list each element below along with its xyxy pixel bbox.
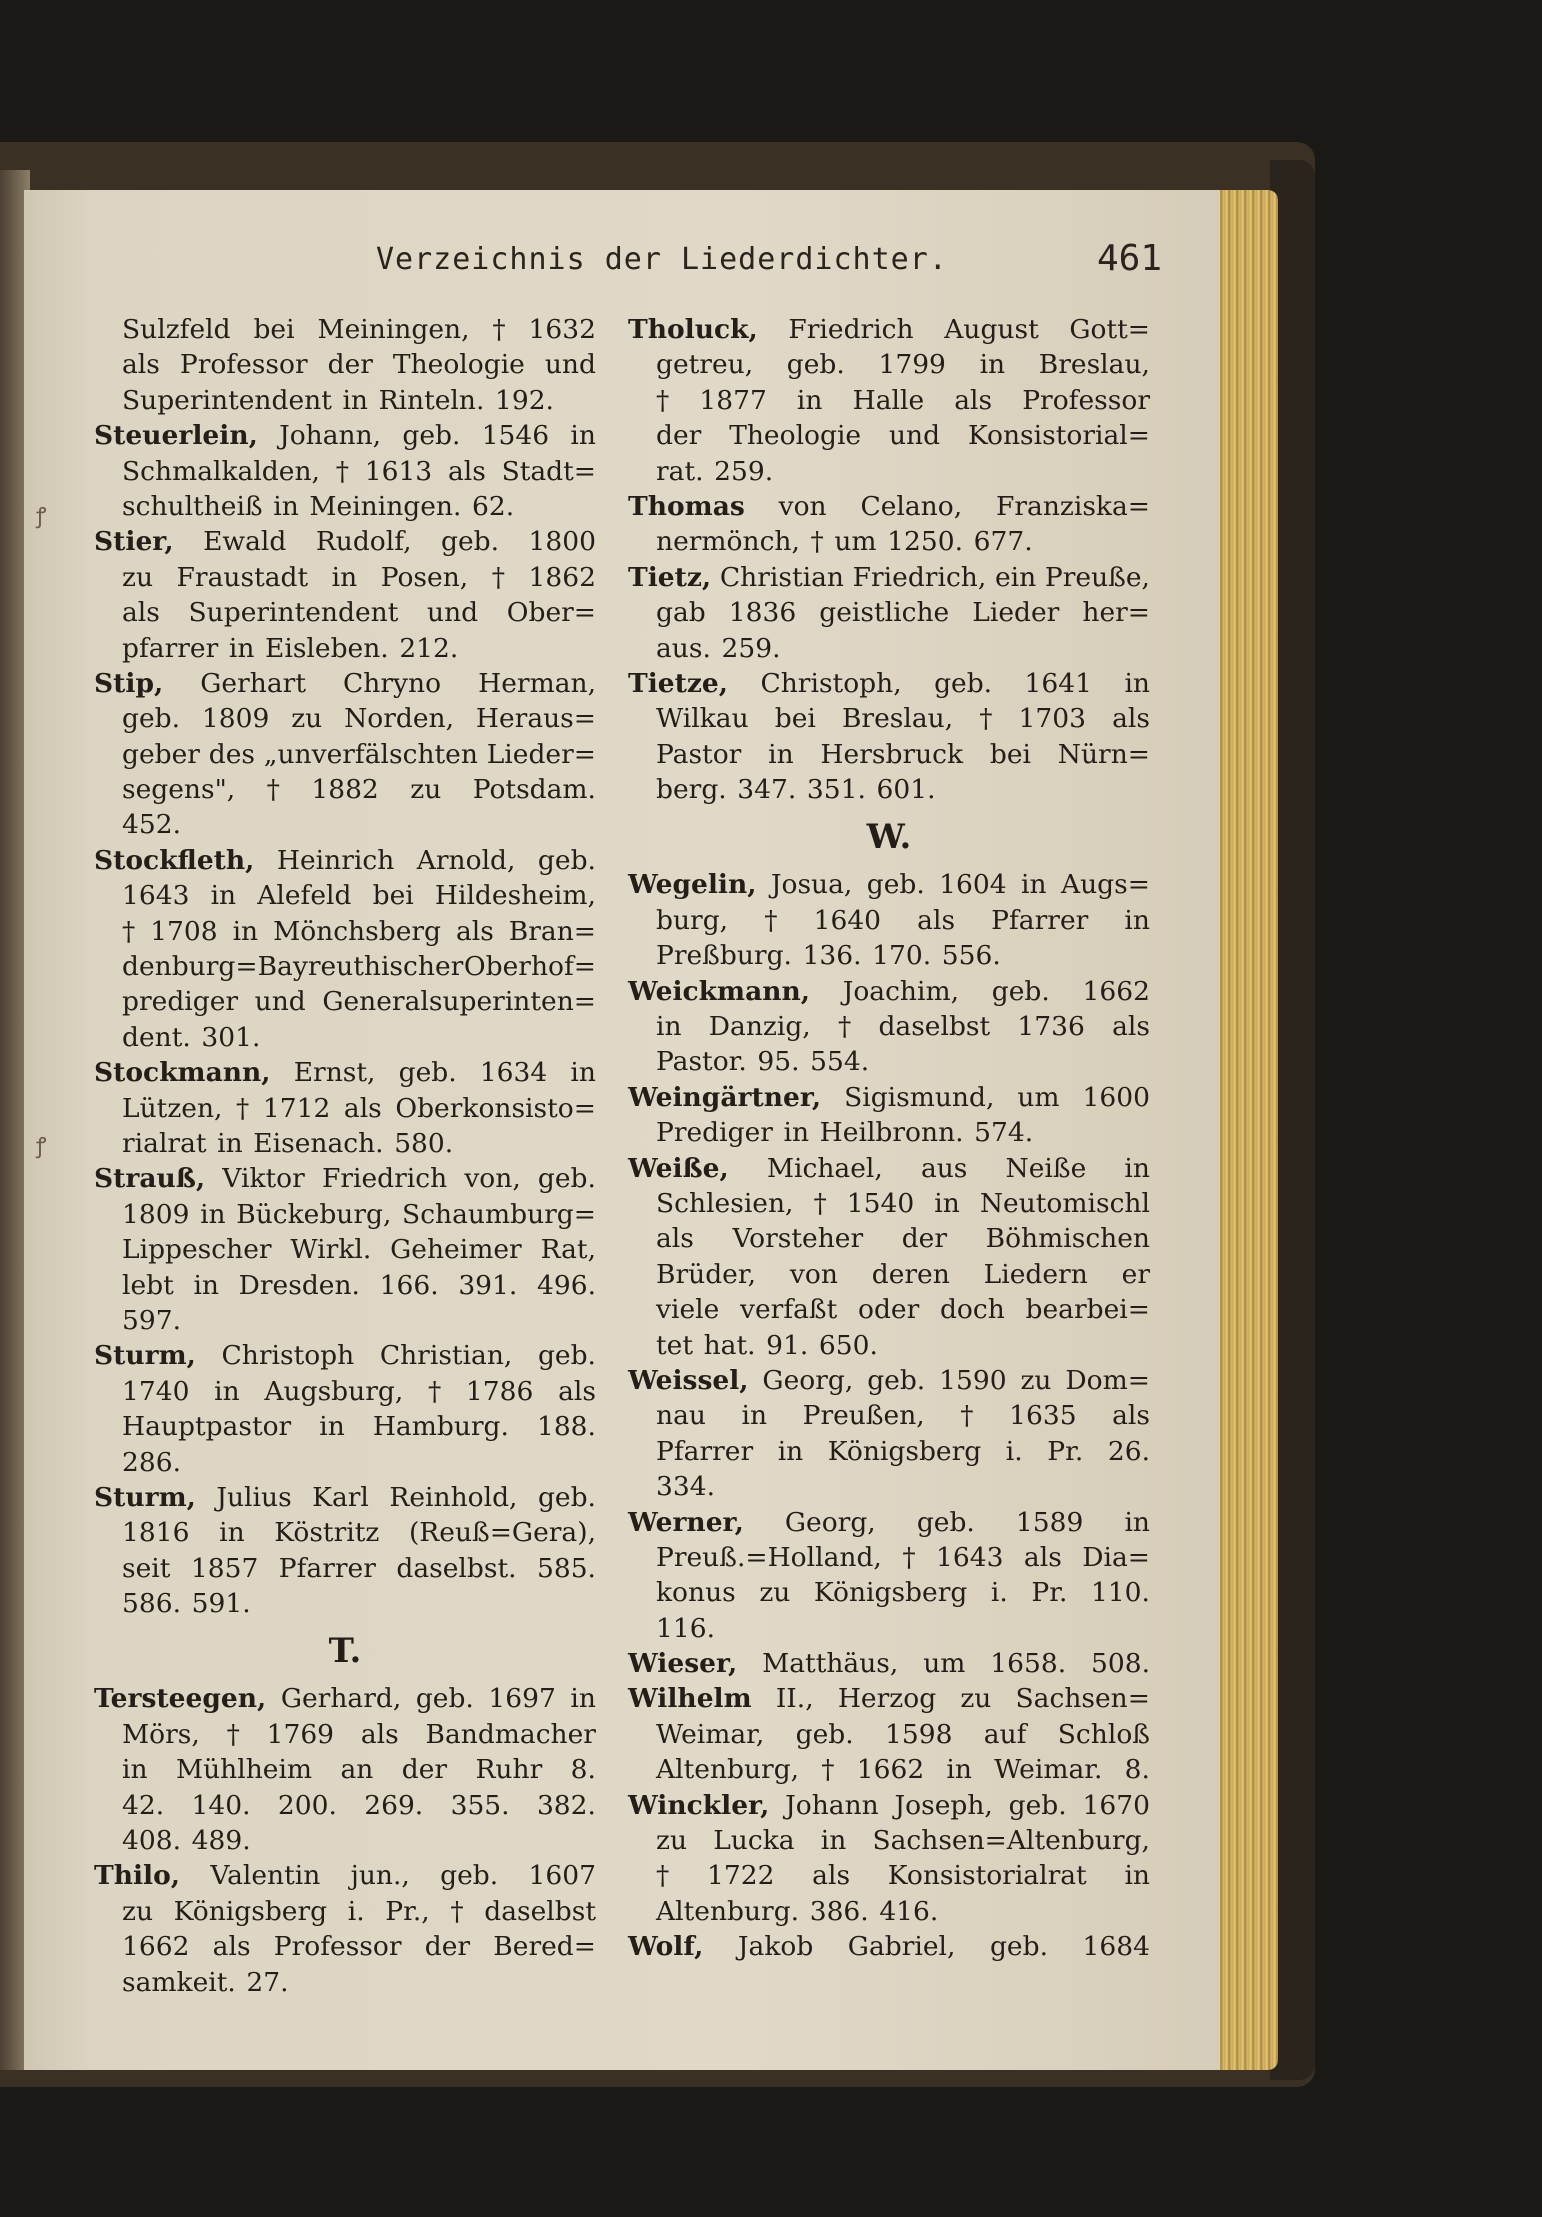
entry-headword-line: Sturm, Julius Karl Reinhold, geb. bbox=[94, 1481, 596, 1513]
entry-headword-line: Weickmann, Joachim, geb. 1662 bbox=[628, 975, 1150, 1007]
entry-line: † 1722 als Konsistorialrat in bbox=[656, 1860, 1150, 1892]
section-letter: T. bbox=[328, 1631, 362, 1672]
entry-line: 42. 140. 200. 269. 355. 382. bbox=[122, 1789, 596, 1821]
entry-headword-line: Tietz, Christian Friedrich, ein Preuße, bbox=[628, 561, 1150, 593]
entry-line: 586. 591. bbox=[122, 1588, 251, 1620]
entry-line: tet hat. 91. 650. bbox=[656, 1329, 878, 1361]
entry-line: Prediger in Heilbronn. 574. bbox=[656, 1117, 1034, 1149]
entry-headword-line: Wegelin, Josua, geb. 1604 in Augs= bbox=[628, 869, 1150, 901]
entry-line: dent. 301. bbox=[122, 1021, 261, 1053]
entry-headword-line: Wolf, Jakob Gabriel, geb. 1684 bbox=[628, 1931, 1150, 1963]
entry-line: prediger und Generalsuperinten= bbox=[122, 986, 596, 1018]
entry-line: konus zu Königsberg i. Pr. 110. bbox=[656, 1577, 1150, 1609]
entry-line: geb. 1809 zu Norden, Heraus= bbox=[122, 703, 596, 735]
entry-headword-line: Werner, Georg, geb. 1589 in bbox=[628, 1506, 1150, 1538]
entry-headword-line: Thomas von Celano, Franziska= bbox=[628, 490, 1150, 522]
entry-line: berg. 347. 351. 601. bbox=[656, 774, 936, 806]
entry-line: Altenburg, † 1662 in Weimar. 8. bbox=[656, 1754, 1150, 1786]
entry-line: lebt in Dresden. 166. 391. 496. bbox=[122, 1269, 596, 1301]
entry-headword-line: Stier, Ewald Rudolf, geb. 1800 bbox=[94, 526, 596, 558]
section-letter: W. bbox=[866, 817, 912, 858]
entry-line: getreu, geb. 1799 in Breslau, bbox=[656, 349, 1150, 381]
entry-line: in Danzig, † daselbst 1736 als bbox=[656, 1011, 1150, 1043]
entry-line: als Superintendent und Ober= bbox=[122, 597, 596, 629]
margin-mark: ꝭ bbox=[36, 1134, 47, 1159]
entry-line: Superintendent in Rinteln. 192. bbox=[122, 384, 554, 416]
entry-line: Wilkau bei Breslau, † 1703 als bbox=[656, 703, 1150, 735]
entry-headword-line: Weissel, Georg, geb. 1590 zu Dom= bbox=[628, 1364, 1150, 1396]
book-page bbox=[24, 190, 1220, 2070]
entry-line: Preuß.=Holland, † 1643 als Dia= bbox=[656, 1541, 1150, 1573]
entry-line: Altenburg. 386. 416. bbox=[656, 1895, 939, 1927]
entry-line: zu Königsberg i. Pr., † daselbst bbox=[122, 1895, 596, 1927]
entry-line: segens", † 1882 zu Potsdam. bbox=[122, 774, 596, 806]
entry-line: in Mühlheim an der Ruhr 8. bbox=[122, 1754, 596, 1786]
entry-headword-line: Tersteegen, Gerhard, geb. 1697 in bbox=[94, 1683, 596, 1715]
entry-line: Sulzfeld bei Meiningen, † 1632 bbox=[122, 314, 596, 345]
entry-headword-line: Weingärtner, Sigismund, um 1600 bbox=[628, 1081, 1150, 1113]
entry-line: Schlesien, † 1540 in Neutomischl bbox=[656, 1187, 1150, 1219]
entry-line: pfarrer in Eisleben. 212. bbox=[122, 632, 459, 664]
entry-line: aus. 259. bbox=[656, 632, 781, 664]
right-column bbox=[628, 312, 1150, 1965]
entry-line: Pfarrer in Königsberg i. Pr. 26. bbox=[656, 1435, 1150, 1467]
entry-line: rialrat in Eisenach. 580. bbox=[122, 1127, 454, 1159]
entry-line: † 1708 in Mönchsberg als Bran= bbox=[122, 915, 596, 947]
entry-headword-line: Stockfleth, Heinrich Arnold, geb. bbox=[94, 844, 596, 876]
entry-line: schultheiß in Meiningen. 62. bbox=[122, 490, 515, 522]
entry-line: Weimar, geb. 1598 auf Schloß bbox=[656, 1718, 1150, 1750]
margin-mark: ꝭ bbox=[36, 504, 47, 529]
entry-line: seit 1857 Pfarrer daselbst. 585. bbox=[122, 1552, 596, 1584]
entry-line: gab 1836 geistliche Lieder her= bbox=[656, 597, 1150, 629]
entry-line: Lippescher Wirkl. Geheimer Rat, bbox=[122, 1234, 596, 1266]
entry-line: geber des „unverfälschten Lieder= bbox=[122, 738, 596, 770]
entry-line: zu Lucka in Sachsen=Altenburg, bbox=[656, 1825, 1150, 1857]
entry-headword-line: Sturm, Christoph Christian, geb. bbox=[94, 1340, 596, 1372]
entry-headword-line: Thilo, Valentin jun., geb. 1607 bbox=[94, 1860, 596, 1892]
entry-line: 408. 489. bbox=[122, 1825, 251, 1857]
entry-line: 1740 in Augsburg, † 1786 als bbox=[122, 1375, 596, 1407]
entry-headword-line: Stockmann, Ernst, geb. 1634 in bbox=[94, 1057, 596, 1089]
entry-line: 597. bbox=[122, 1304, 182, 1336]
entry-headword-line: Tholuck, Friedrich August Gott= bbox=[628, 314, 1150, 345]
entry-headword-line: Weiße, Michael, aus Neiße in bbox=[628, 1152, 1150, 1184]
entry-line: 286. bbox=[122, 1446, 182, 1478]
entry-line: 1662 als Professor der Bered= bbox=[122, 1931, 596, 1963]
entry-line: 1643 in Alefeld bei Hildesheim, bbox=[122, 880, 596, 912]
entry-line: Preßburg. 136. 170. 556. bbox=[656, 940, 1001, 972]
entry-line: der Theologie und Konsistorial= bbox=[656, 420, 1150, 452]
entry-line: rat. 259. bbox=[656, 455, 774, 487]
entry-line: samkeit. 27. bbox=[122, 1966, 289, 1998]
entry-line: Pastor in Hersbruck bei Nürn= bbox=[656, 738, 1150, 770]
entry-line: 1816 in Köstritz (Reuß=Gera), bbox=[122, 1517, 596, 1549]
entry-line: denburg=Bayreuthischer Oberhof= bbox=[122, 951, 596, 983]
entry-line: Brüder, von deren Liedern er bbox=[656, 1258, 1150, 1290]
entry-headword-line: Winckler, Johann Joseph, geb. 1670 bbox=[628, 1789, 1150, 1821]
entry-line: 452. bbox=[122, 809, 182, 841]
page-number: 461 bbox=[1096, 238, 1162, 279]
entry-headword-line: Wilhelm II., Herzog zu Sachsen= bbox=[628, 1683, 1150, 1715]
left-column bbox=[94, 312, 596, 2000]
entry-line: nau in Preußen, † 1635 als bbox=[656, 1400, 1150, 1432]
entry-line: zu Fraustadt in Posen, † 1862 bbox=[122, 561, 596, 593]
entry-headword-line: Stip, Gerhart Chryno Herman, bbox=[94, 667, 596, 699]
entry-line: † 1877 in Halle als Professor bbox=[656, 384, 1150, 416]
entry-line: 1809 in Bückeburg, Schaumburg= bbox=[122, 1198, 596, 1230]
entry-headword-line: Strauß, Viktor Friedrich von, geb. bbox=[94, 1163, 596, 1195]
entry-line: als Professor der Theologie und bbox=[122, 349, 596, 381]
entry-line: Pastor. 95. 554. bbox=[656, 1046, 870, 1078]
entry-headword-line: Tietze, Christoph, geb. 1641 in bbox=[628, 667, 1150, 699]
entry-line: Hauptpastor in Hamburg. 188. bbox=[122, 1411, 596, 1443]
entry-line: burg, † 1640 als Pfarrer in bbox=[656, 904, 1150, 936]
entry-line: nermönch, † um 1250. 677. bbox=[656, 526, 1033, 558]
entry-line: als Vorsteher der Böhmischen bbox=[656, 1223, 1150, 1255]
entry-line: Lützen, † 1712 als Oberkonsisto= bbox=[122, 1092, 596, 1124]
entry-line: 116. bbox=[656, 1612, 716, 1644]
running-header bbox=[354, 238, 1174, 292]
page-heading: Verzeichnis der Liederdichter. bbox=[376, 242, 948, 277]
entry-line: viele verfaßt oder doch bearbei= bbox=[656, 1294, 1150, 1326]
entry-line: Mörs, † 1769 als Bandmacher bbox=[122, 1718, 596, 1750]
entry-headword-line: Wieser, Matthäus, um 1658. 508. bbox=[628, 1648, 1150, 1680]
entry-line: Schmalkalden, † 1613 als Stadt= bbox=[122, 455, 596, 487]
entry-headword-line: Steuerlein, Johann, geb. 1546 in bbox=[94, 420, 596, 452]
entry-line: 334. bbox=[656, 1471, 716, 1503]
